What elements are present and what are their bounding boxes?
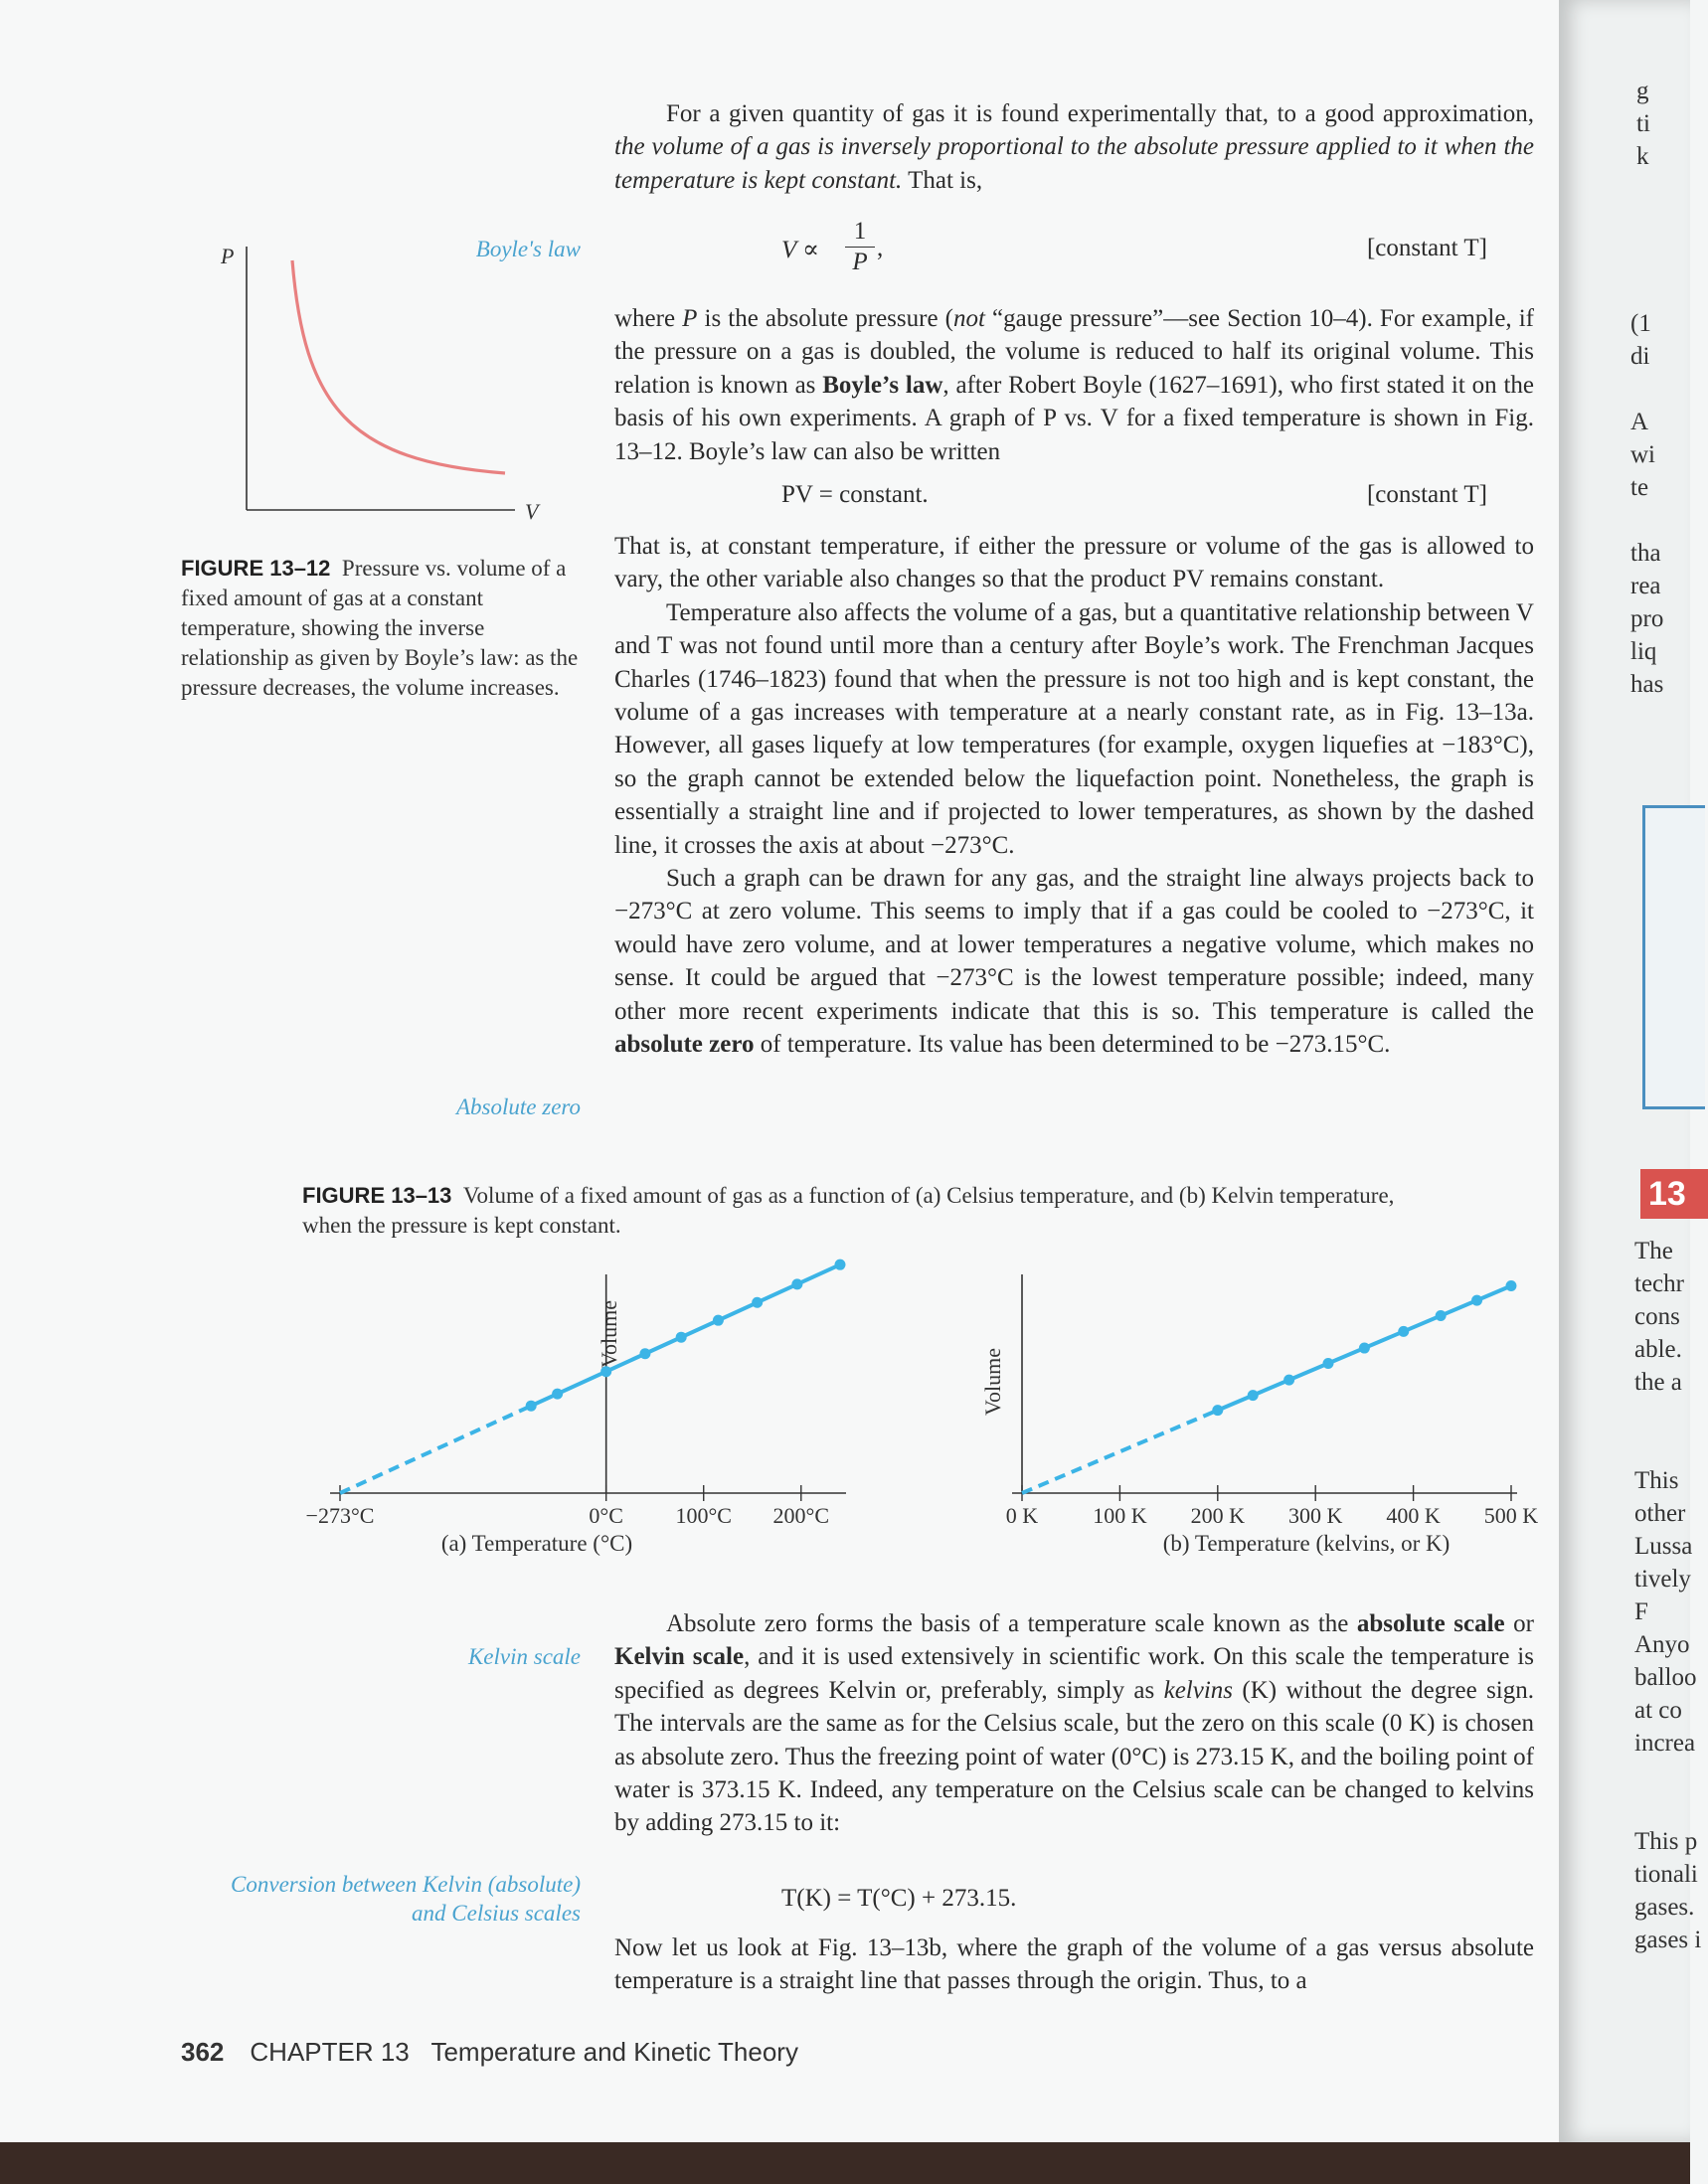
absolute-scale-term: absolute scale xyxy=(1356,1610,1505,1637)
conversion-line-2: and Celsius scales xyxy=(412,1901,581,1926)
book-bottom-edge xyxy=(0,2142,1690,2184)
facing-page-line: at co xyxy=(1634,1697,1682,1724)
paragraph-6: Absolute zero forms the basis of a temperature scale known as the absolute scale or Kelvin scale, and it is used extensively in scientific work. On this scale the temperature is specified as degrees Kelvin or, preferably, simply as kelvins (K) without the degree sign. The intervals are the same as for the Celsius scale, but the zero on this scale (0 K) is chosen as absolute zero. Thus the freezing point of water (0°C) is 273.15 K, and the boiling point of water is 373.15 K. Indeed, any temperature on the Celsius scale can be changed to kelvins by adding 273.15 to it: xyxy=(614,1610,1534,1837)
data-point xyxy=(1283,1375,1294,1386)
facing-page-line: wi xyxy=(1630,441,1655,468)
page-footer xyxy=(181,2037,798,2068)
p1-text-end: That is, xyxy=(902,166,983,194)
facing-page-line: This xyxy=(1634,1467,1679,1494)
facing-page-line: di xyxy=(1630,343,1650,370)
data-point xyxy=(1359,1343,1370,1354)
chapter-label: CHAPTER 13 xyxy=(250,2037,410,2067)
eq3-text: T(K) = T(°C) + 273.15. xyxy=(781,1885,1017,1912)
tick-label: 400 K xyxy=(1386,1503,1441,1528)
f12-p-label: P xyxy=(221,244,235,268)
boyles-law-term: Boyle’s law xyxy=(822,371,943,399)
paragraph-1 xyxy=(614,97,1534,197)
tick-label: 100°C xyxy=(675,1503,732,1528)
tick-label: 300 K xyxy=(1288,1503,1343,1528)
facing-page-line: techr xyxy=(1634,1270,1684,1297)
equation-pv xyxy=(614,481,1499,517)
data-point xyxy=(1506,1280,1517,1291)
data-point xyxy=(552,1389,563,1400)
margin-note-boyle: Boyle's law xyxy=(475,237,581,261)
f13-label: FIGURE 13–13 xyxy=(302,1183,452,1208)
right-page-section-number: 13 xyxy=(1640,1169,1708,1219)
x-axis-title: (a) Temperature (°C) xyxy=(440,1531,633,1556)
chart-celsius xyxy=(288,1253,905,1556)
tick-label: −273°C xyxy=(305,1503,375,1528)
equation-kelvin xyxy=(614,1885,1499,1921)
paragraph-7-text: Now let us look at Fig. 13–13b, where the graph of the volume of a gas versus absolute temperature is a straight line that passes through the origin. Thus, to a xyxy=(614,1934,1534,1995)
absolute-zero-term: absolute zero xyxy=(614,1031,755,1059)
facing-page-line: k xyxy=(1636,143,1649,170)
facing-page-line: able. xyxy=(1634,1336,1682,1363)
p1-emphasis: the volume of a gas is inversely proportional to the absolute pressure applied to it when the temperature is kept constant. xyxy=(614,133,1534,194)
margin-note-absolute-zero: Absolute zero xyxy=(456,1094,581,1119)
facing-page-line: gases i xyxy=(1634,1927,1702,1953)
eq2-text: PV = constant. xyxy=(781,481,929,508)
x-axis-title: (b) Temperature (kelvins, or K) xyxy=(1162,1531,1451,1556)
boyle-curve xyxy=(292,260,505,473)
tick-label: 500 K xyxy=(1483,1503,1539,1528)
data-point xyxy=(1322,1358,1333,1369)
f12-text: Pressure vs. volume of a fixed amount of gas at a constant temperature, showing the inverse relationship as given by Boyle’s law: as the pressure decreases, the volume increases. xyxy=(181,556,579,700)
eq1-denominator: P xyxy=(852,249,868,275)
data-point xyxy=(676,1332,687,1343)
facing-page-line: te xyxy=(1630,474,1649,501)
eq1-condition: [constant T] xyxy=(1366,235,1487,261)
data-point xyxy=(713,1315,724,1326)
tick-label: 100 K xyxy=(1093,1503,1147,1528)
y-axis-label: Volume xyxy=(597,1299,621,1369)
y-axis-label: Volume xyxy=(980,1347,1005,1417)
tick-label: 200°C xyxy=(772,1503,830,1528)
facing-page-line: The xyxy=(1634,1238,1673,1264)
facing-page-line: tively xyxy=(1634,1566,1691,1593)
data-point xyxy=(1398,1326,1409,1337)
paragraph-4: Temperature also affects the volume of a gas, but a quantitative relationship between V and T was not found until more than a century after Boyle’s work. The Frenchman Jacques Charles (1746–1823) found that when the pressure is not too high and is kept constant, the volume of a gas increases with temperature at a nearly constant rate, as in Fig. 13–13a. However, all gases liquefy at low temperatures (for example, oxygen liquefies at −183°C), so the graph cannot be extended below the liquefaction point. Nonetheless, the graph is essentially a straight line and if projected to lower temperatures, as shown by the dashed line, it crosses the axis at about −273°C. xyxy=(614,598,1534,859)
facing-page-line: cons xyxy=(1634,1303,1680,1330)
page-number: 362 xyxy=(181,2037,225,2067)
facing-page-line: (1 xyxy=(1630,310,1651,337)
kelvin-scale-term: Kelvin scale xyxy=(614,1643,745,1671)
margin-note-conversion xyxy=(169,1870,581,1928)
facing-page-line: tha xyxy=(1630,540,1661,567)
eq2-condition: [constant T] xyxy=(1366,481,1487,508)
data-point xyxy=(639,1348,650,1359)
f13-text: Volume of a fixed amount of gas as a function of (a) Celsius temperature, and (b) Kelvin temperature, when the pressure is kept constant. xyxy=(302,1183,1395,1238)
facing-page-line: This p xyxy=(1634,1828,1698,1855)
eq1-numerator: 1 xyxy=(845,217,875,248)
facing-page-line: other xyxy=(1634,1500,1686,1527)
chart-kelvin xyxy=(980,1253,1541,1556)
figure-13-12-graph xyxy=(209,237,547,535)
facing-page-line: pro xyxy=(1630,605,1664,632)
tick-label: 0 K xyxy=(1005,1503,1039,1528)
facing-page-line: balloo xyxy=(1634,1664,1697,1691)
figure-13-13-caption xyxy=(302,1181,1406,1241)
data-point xyxy=(1248,1390,1259,1401)
facing-page-line: gases. xyxy=(1634,1894,1695,1921)
tick-label: 200 K xyxy=(1190,1503,1245,1528)
facing-page-line: liq xyxy=(1630,638,1657,665)
paragraphs-3-5 xyxy=(614,530,1534,1062)
eq1-lhs: V ∝ xyxy=(781,237,819,263)
right-page-callout-box xyxy=(1642,805,1705,1109)
data-point xyxy=(752,1297,763,1308)
extrapolation-dashed-line xyxy=(1022,1411,1218,1493)
f12-v-label: V xyxy=(525,499,539,524)
paragraph-2: where P is the absolute pressure (not “gauge pressure”—see Section 10–4). For example, if the pressure on a gas is doubled, the volume is reduced to half its original volume. This relation is known as Boyle’s law, after Robert Boyle (1627–1691), who first stated it on the basis of his own experiments. A graph of P vs. V for a fixed temperature is shown in Fig. 13–12. Boyle’s law can also be written xyxy=(614,305,1535,465)
equation-boyle: V ∝ $\frac{1}{P}$ , [constant T] xyxy=(781,218,1487,275)
extrapolation-dashed-line xyxy=(340,1406,531,1493)
facing-page-line: A xyxy=(1630,409,1649,435)
facing-page-line: has xyxy=(1630,671,1664,698)
data-point xyxy=(791,1278,802,1289)
facing-page-line: tionali xyxy=(1634,1861,1698,1888)
facing-page-line: Lussa xyxy=(1634,1533,1693,1560)
margin-note-kelvin: Kelvin scale xyxy=(467,1644,581,1669)
facing-page-line: Anyo xyxy=(1634,1631,1690,1658)
paragraph-5: Such a graph can be drawn for any gas, and the straight line always projects back to −273°C at zero volume. This seems to imply that if a gas could be cooled to −273°C, it would have zero volume, and at lower temperatures a negative volume, which makes no sense. It could be argued that −273°C is the lowest temperature possible; indeed, many other more recent experiments indicate that this is so. This temperature is called the absolute zero of temperature. Its value has been determined to be −273.15°C. xyxy=(614,865,1534,1059)
paragraph-3: That is, at constant temperature, if either the pressure or volume of the gas is allowed to vary, the other variable also changes so that the product PV remains constant. xyxy=(614,533,1534,593)
conversion-line-1: Conversion between Kelvin (absolute) xyxy=(231,1872,581,1897)
facing-page-line: rea xyxy=(1630,573,1661,599)
p1-text: For a given quantity of gas it is found experimentally that, to a good approximation, xyxy=(666,100,1534,127)
data-point xyxy=(526,1401,537,1412)
figure-13-12-caption xyxy=(181,554,589,703)
facing-page-line: the a xyxy=(1634,1369,1682,1396)
data-point xyxy=(835,1260,846,1270)
facing-page-line: ti xyxy=(1636,110,1650,137)
chapter-title: Temperature and Kinetic Theory xyxy=(430,2037,798,2067)
tick-label: 0°C xyxy=(589,1503,623,1528)
f12-label: FIGURE 13–12 xyxy=(181,556,331,581)
facing-page-line: increa xyxy=(1634,1730,1696,1757)
data-point xyxy=(1471,1295,1482,1306)
facing-page-line: F xyxy=(1634,1598,1648,1625)
data-point xyxy=(1212,1405,1223,1416)
data-point xyxy=(1436,1310,1447,1321)
facing-page-line: g xyxy=(1636,78,1649,104)
paragraph-7 xyxy=(614,1932,1534,1998)
